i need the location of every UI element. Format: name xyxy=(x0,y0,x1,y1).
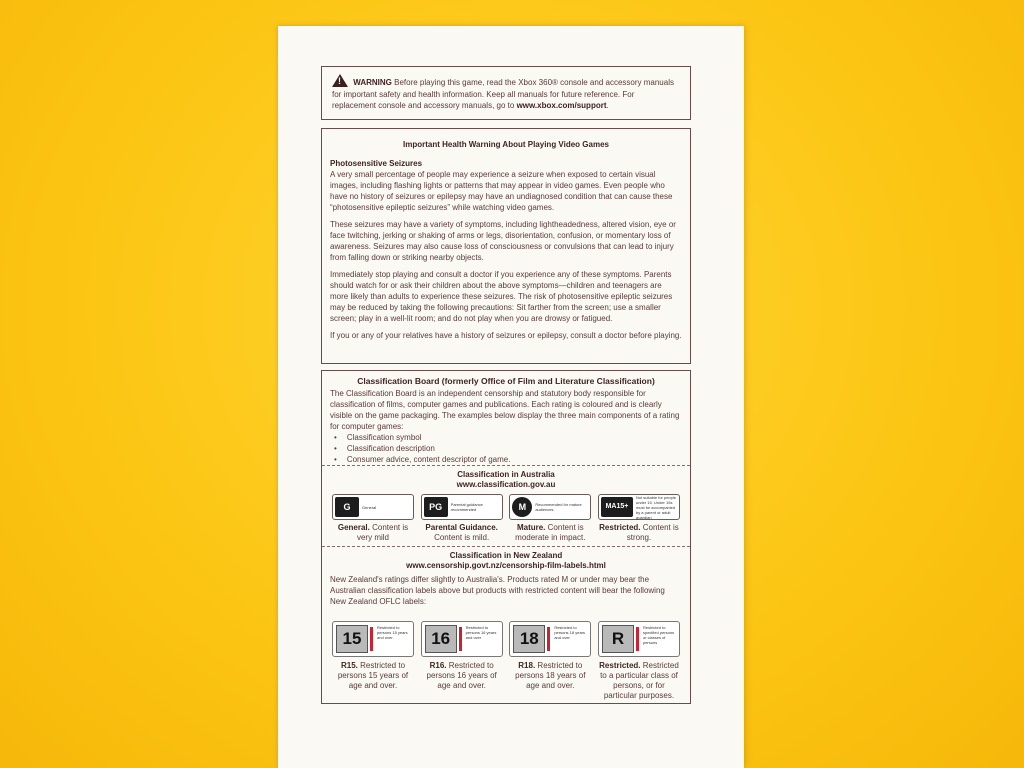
bullet-item: • Classification symbol xyxy=(348,432,682,443)
rating-badge: 16 Restricted to persons 16 years and over xyxy=(421,621,503,657)
warning-box: ! WARNING Before playing this game, read the Xbox 360® console and accessory manuals for important safety and health information. Keep all manuals for future reference. For replacement console and accessory manuals, go to www.xbox.com/support. xyxy=(321,66,691,120)
manual-page xyxy=(278,26,744,768)
classification-box xyxy=(321,370,691,704)
warning-text: Before playing this game, read the Xbox 360® console and accessory manuals for important safety and health information. Keep all manuals for future reference. For replacement console and accessory manuals, go to xyxy=(332,78,674,110)
new-zealand-title: Classification in New Zealand www.censorship.govt.nz/censorship-film-labels.html xyxy=(322,547,690,571)
australia-section xyxy=(322,466,690,547)
rating-ma15: MA15+ Not suitable for people under 15. Under 15s must be accompanied by a parent or adult guardian Restricted. Content is strong. xyxy=(599,494,679,542)
health-paragraph: These seizures may have a variety of symptoms, including lightheadedness, altered vision, eye or face twitching, jerking or shaking of arms or legs, disorientation, confusion, or momentary loss of awareness. Seizures may also cause loss of consciousness or convulsions that can lead to injury from falling down or striking nearby objects. xyxy=(330,220,676,262)
health-paragraph: A very small percentage of people may experience a seizure when exposed to certain visual images, including flashing lights or patterns that may appear in video games. Even people who have no history of seizures or epilepsy may have an undiagnosed condition that can cause these “photosensitive epileptic seizures” while watching video games. xyxy=(330,170,673,212)
rating-badge: MA15+ Not suitable for people under 15. Under 15s must be accompanied by a parent or adult guardian xyxy=(598,494,680,520)
rating-badge: PG Parental guidance recommended xyxy=(421,494,503,520)
health-paragraph: If you or any of your relatives have a history of seizures or epilepsy, consult a doctor before playing. xyxy=(330,331,682,340)
health-paragraph: Immediately stop playing and consult a doctor if you experience any of these symptoms. Parents should watch for or ask their children about the above symptoms—children and teenagers are more likely than adults to experience these seizures. The risk of photosensitive epileptic seizures may be reduced by taking the following precautions: Sit farther from the screen; use a smaller screen; play in a well-lit room; and do not play when you are drowsy or fatigued. xyxy=(330,270,673,323)
r-symbol-icon: R xyxy=(602,625,634,653)
g-symbol-icon: G xyxy=(335,497,359,517)
classification-title: Classification Board (formerly Office of Film and Literature Classification) xyxy=(357,376,655,386)
warning-label: WARNING xyxy=(353,78,392,87)
rating-badge: R Restricted to specified persons or classes of persons xyxy=(598,621,680,657)
rating-pg: PG Parental guidance recommended Parental Guidance. Content is mild. xyxy=(421,494,503,543)
new-zealand-labels xyxy=(332,621,680,701)
classification-intro xyxy=(322,371,690,466)
support-url: www.xbox.com/support xyxy=(516,101,607,110)
r15-symbol-icon: 15 xyxy=(336,625,368,653)
warning-triangle-icon: ! xyxy=(332,74,348,87)
classification-bullets xyxy=(330,432,682,465)
new-zealand-text: New Zealand's ratings differ slightly to Australia's. Products rated M or under may bear the Australian classification labels above but products with restricted content will bear the following New Zealand OFLC labels: xyxy=(330,575,665,606)
rating-m: M Recommended for mature audiences Mature. Content is moderate in impact. xyxy=(509,494,591,543)
new-zealand-section xyxy=(322,547,690,700)
health-title: Important Health Warning About Playing Video Games xyxy=(403,140,609,149)
rating-r15: 15 Restricted to persons 15 years and over R15. Restricted to persons 15 years of age and over. xyxy=(332,621,414,701)
rating-badge: M Recommended for mature audiences xyxy=(509,494,591,520)
australia-labels xyxy=(332,494,680,543)
australia-title: Classification in Australia www.classification.gov.au xyxy=(322,466,690,490)
rating-badge: 15 Restricted to persons 15 years and over xyxy=(332,621,414,657)
rating-r: R Restricted to specified persons or classes of persons Restricted. Restricted to a particular class of persons, or for particular purposes. xyxy=(598,621,680,701)
rating-badge: 18 Restricted to persons 18 years and over xyxy=(509,621,591,657)
ma15-symbol-icon: MA15+ xyxy=(601,497,633,517)
r18-symbol-icon: 18 xyxy=(513,625,545,653)
rating-g: G General General. Content is very mild xyxy=(332,494,414,543)
classification-text: The Classification Board is an independent censorship and statutory body responsible for classification of films, computer games and publications. Each rating is coloured and is clearly visible on the game packaging. The examples below display the three main components of a rating for computer games: xyxy=(330,389,680,431)
rating-r18: 18 Restricted to persons 18 years and over R18. Restricted to persons 18 years of age and over. xyxy=(509,621,591,701)
health-warning-box xyxy=(321,128,691,364)
rating-r16: 16 Restricted to persons 16 years and over R16. Restricted to persons 16 years of age and over. xyxy=(421,621,503,701)
australia-url: www.classification.gov.au xyxy=(456,480,556,489)
health-subtitle: Photosensitive Seizures xyxy=(330,159,423,168)
bullet-item: • Classification description xyxy=(348,443,682,454)
r16-symbol-icon: 16 xyxy=(425,625,457,653)
pg-symbol-icon: PG xyxy=(424,497,448,517)
bullet-item: • Consumer advice, content descriptor of game. xyxy=(348,454,682,465)
new-zealand-url: www.censorship.govt.nz/censorship-film-labels.html xyxy=(406,561,606,570)
m-symbol-icon: M xyxy=(512,497,532,517)
rating-badge: G General xyxy=(332,494,414,520)
